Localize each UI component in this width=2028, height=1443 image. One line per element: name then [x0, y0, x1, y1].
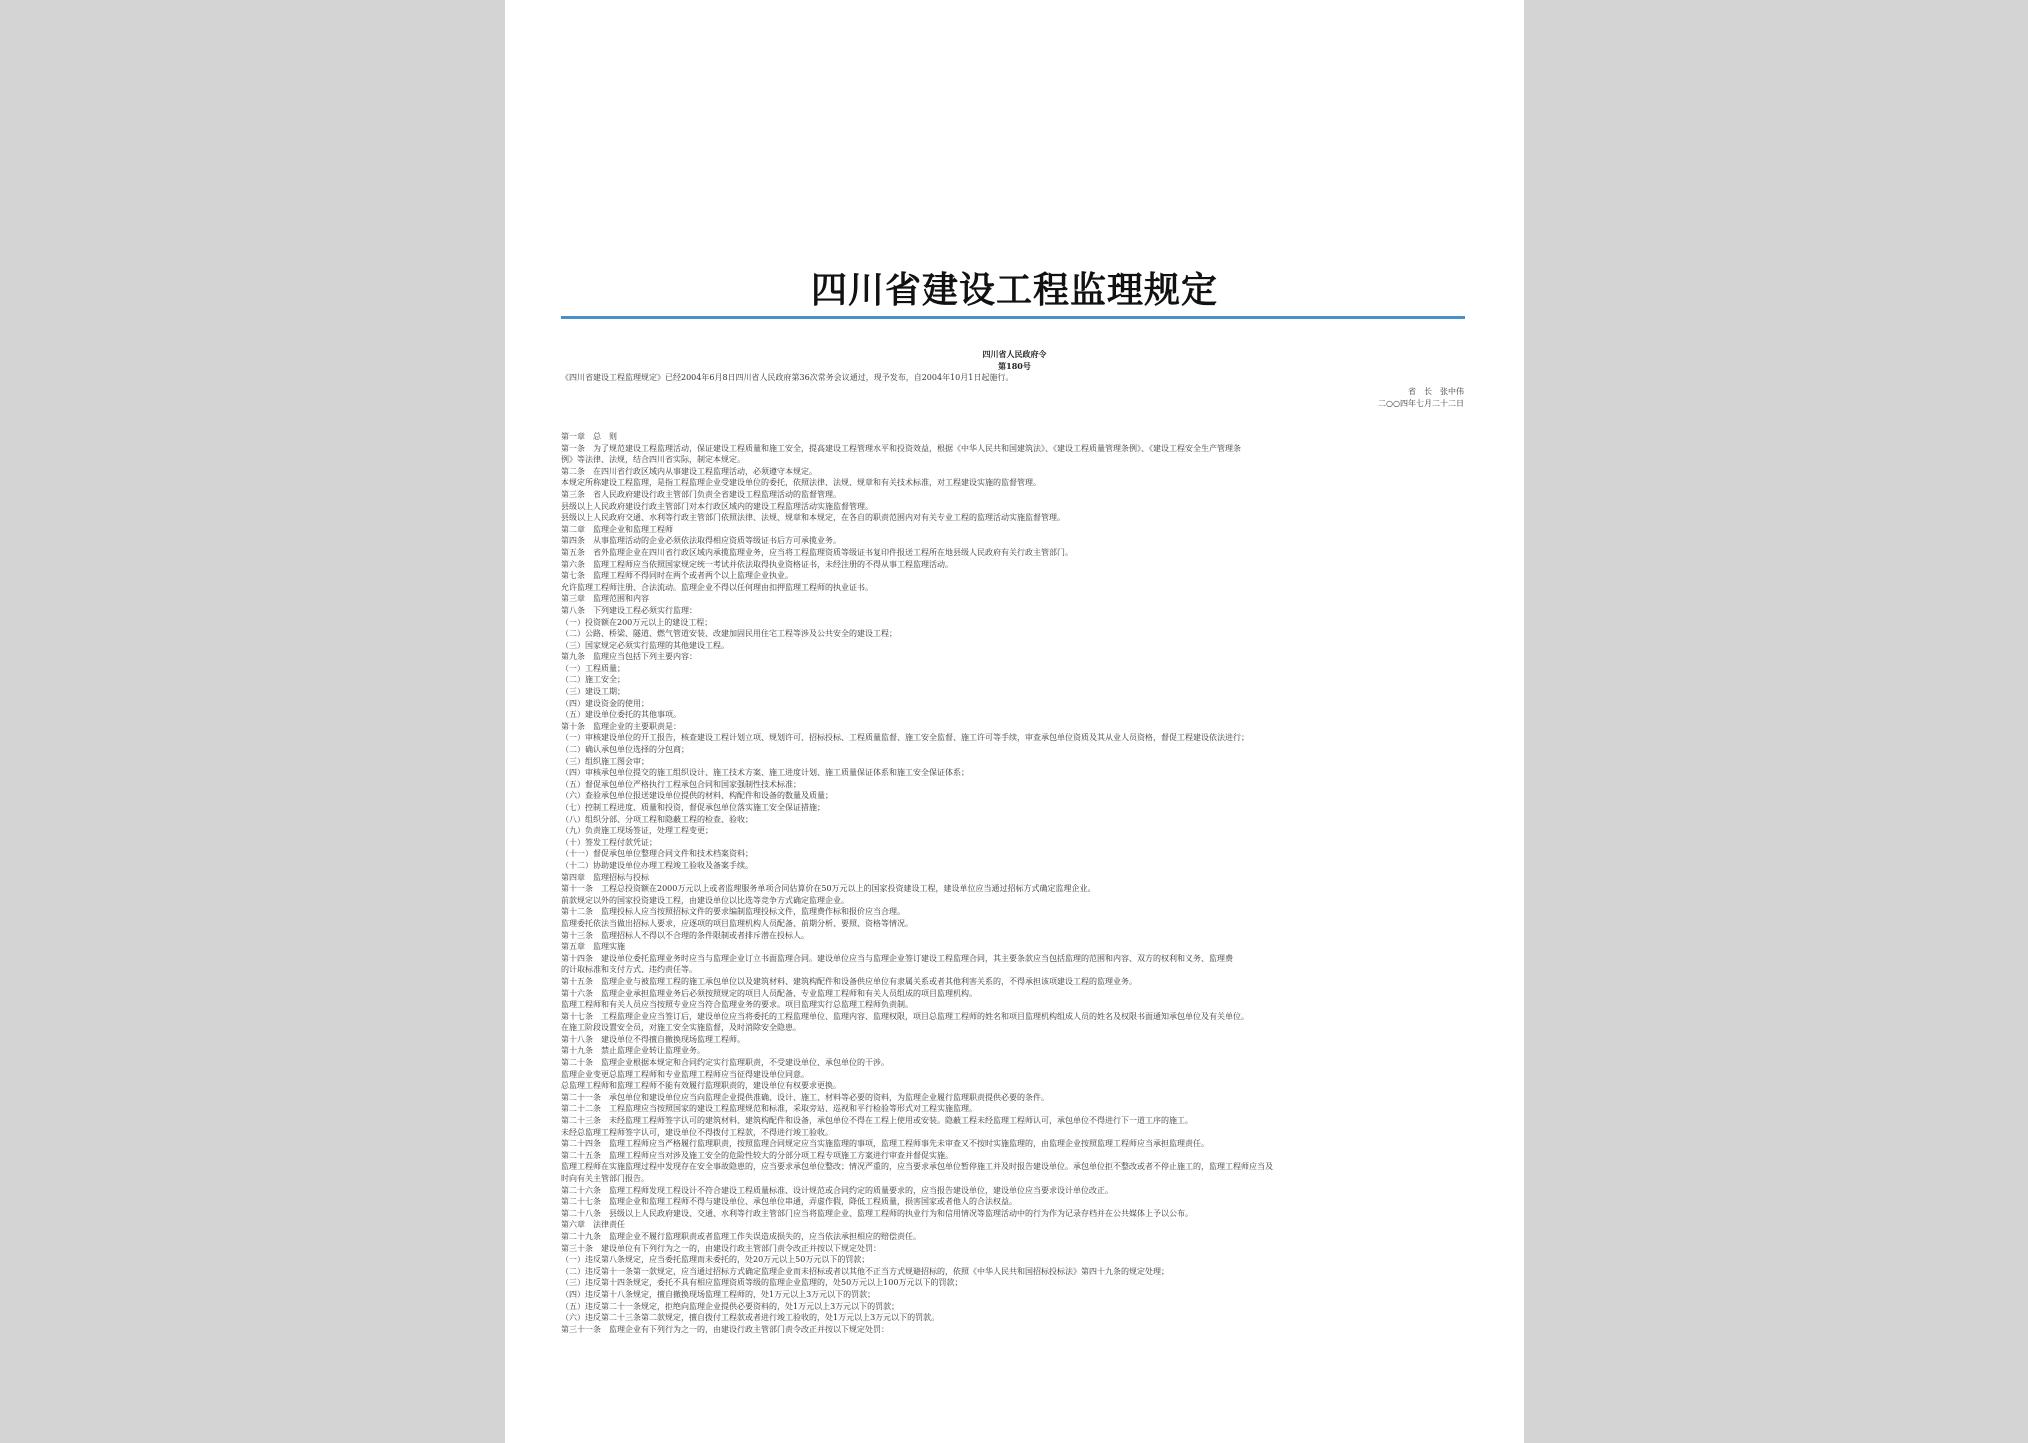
body-line: 第六章 法律责任	[561, 1220, 625, 1230]
body-line: 监理委托依法当做出招标人要求，应逐项的项目监理机构人员配备、前期分析、要照、资格等情况。	[561, 918, 913, 928]
body-line: （三）建设工期；	[561, 687, 625, 697]
body-line: 第十八条 建设单位不得擅自撤换现场监理工程师。	[561, 1034, 745, 1044]
body-line: 第二章 监理企业和监理工程师	[561, 524, 673, 534]
body-line: 第一章 总 则	[561, 432, 617, 441]
body-line: （五）建设单位委托的其他事项。	[561, 710, 681, 720]
body-line: 第二十五条 监理工程师应当对涉及施工安全的危险性较大的分部分项工程专项施工方案进行审查并督促实施。	[561, 1150, 953, 1160]
body-line: 监理企业变更总监理工程师和专业监理工程师应当征得建设单位同意。	[561, 1069, 809, 1079]
body-line: 在施工阶段设置安全员，对施工安全实施监督，及时消除安全隐患。	[561, 1023, 801, 1033]
body-line: （一）工程质量；	[561, 663, 625, 673]
body-line: 第二十四条 监理工程师应当严格履行监理职责，按照监理合同规定应当实施监理的事项，监理工程师事先未审查又不按时实施监理的，由监理企业按照监理工程师应当承担监理责任。	[561, 1139, 1209, 1149]
body-line: 第十条 监理企业的主要职责是：	[561, 721, 681, 731]
body-line: 允许监理工程师注册、合法流动。监理企业不得以任何理由扣押监理工程师的执业证书。	[561, 582, 873, 592]
body-line: （三）违反第十四条规定，委托不具有相应监理资质等级的监理企业监理的，处50万元以上100万元以下的罚款；	[561, 1278, 963, 1288]
body-line: 未经总监理工程师签字认可，建设单位不得拨付工程款，不得进行竣工验收。	[561, 1127, 833, 1137]
body-line: （四）违反第十八条规定，擅自撤换现场监理工程师的，处1万元以上3万元以下的罚款；	[561, 1289, 876, 1299]
body-line: （十）签发工程付款凭证；	[561, 837, 657, 847]
body-line: （五）违反第二十一条规定，拒绝向监理企业提供必要资料的，处1万元以上3万元以下的罚款；	[561, 1301, 900, 1311]
body-line: 第二十二条 工程监理应当按照国家的建设工程监理规范和标准，采取旁站、巡视和平行检验等形式对工程实施监理。	[561, 1104, 977, 1114]
body-line: 第六条 监理工程师应当依照国家规定统一考试并依法取得执业资格证书，未经注册的不得从事工程监理活动。	[561, 559, 953, 569]
body-line: 的计取标准和支付方式、违约责任等。	[561, 965, 697, 975]
body-line: 第十六条 监理企业承担监理业务后必须按照规定的项目人员配备、专业监理工程师和有关人员组成的项目监理机构。	[561, 988, 977, 998]
body-line: 第二十六条 监理工程师发现工程设计不符合建设工程质量标准、设计规范或合同约定的质量要求的，应当报告建设单位，建设单位应当要求设计单位改正。	[561, 1185, 1113, 1195]
body-line: 第二十八条 县级以上人民政府建设、交通、水利等行政主管部门应当将监理企业、监理工程师的执业行为和信用情况等监理活动中的行为作为记录存档并在公共媒体上予以公布。	[561, 1208, 1193, 1218]
signatory: 省 长 张中伟	[1408, 387, 1464, 396]
body-line: 第十四条 建设单位委托监理业务时应当与监理企业订立书面监理合同。建设单位应当与监理企业签订建设工程监理合同，其主要条款应当包括监理的范围和内容、双方的权利和义务、监理费	[561, 953, 1233, 963]
body-line: 第十七条 工程监理企业应当签订后，建设单位应当将委托的工程监理单位、监理内容、监理权限，项目总监理工程师的姓名和项目监理机构组成人员的姓名及权限书面通知承包单位及有关单位。	[561, 1011, 1249, 1021]
body-line: （一）投资额在200万元以上的建设工程；	[561, 617, 713, 627]
body-line: （四）审核承包单位提交的施工组织设计、施工技术方案、施工进度计划、施工质量保证体系和施工安全保证体系；	[561, 768, 969, 778]
body-line: 第三条 省人民政府建设行政主管部门负责全省建设工程监理活动的监督管理。	[561, 489, 841, 499]
order-number: 第180号	[998, 361, 1031, 371]
body-line: 监理工程师和有关人员应当按照专业应当符合监理业务的要求。项目监理实行总监理工程师负责制。	[561, 1000, 913, 1010]
body-line: （一）违反第八条规定，应当委托监理而未委托的，处20万元以上50万元以下的罚款；	[561, 1255, 870, 1265]
body-line: 时向有关主管部门报告。	[561, 1174, 649, 1183]
body-line: 第二十三条 未经监理工程师签字认可的建筑材料、建筑构配件和设备，承包单位不得在工程上使用或安装。隐蔽工程未经监理工程师认可，承包单位不得进行下一道工序的施工。	[561, 1116, 1193, 1126]
body-line: 第五章 监理实施	[561, 942, 625, 952]
title-divider	[561, 316, 1465, 319]
body-line: 第二十七条 监理企业和监理工程师不得与建设单位、承包单位串通，弄虚作假，降低工程质量，损害国家或者他人的合法权益。	[561, 1197, 1017, 1207]
body-line: 第四章 监理招标与投标	[561, 872, 649, 882]
body-line: 前款规定以外的国家投资建设工程，由建设单位以比选等竞争方式确定监理企业。	[561, 895, 849, 905]
body-line: 总监理工程师和监理工程师不能有效履行监理职责的，建设单位有权要求更换。	[561, 1081, 841, 1091]
body-line: （二）确认承包单位选择的分包商；	[561, 745, 689, 755]
document-page	[505, 0, 1524, 1443]
body-line: （二）施工安全；	[561, 675, 625, 685]
body-line: 第七条 监理工程师不得同时在两个或者两个以上监理企业执业。	[561, 571, 793, 581]
body-line: （三）组织施工图会审；	[561, 756, 649, 766]
signature-date: 二○○四年七月二十二日	[1378, 399, 1464, 408]
intro-paragraph: 《四川省建设工程监理规定》已经2004年6月8日四川省人民政府第36次常务会议通过，现予发布，自2004年10月1日起施行。	[561, 373, 1014, 382]
body-line: 第十五条 监理企业与被监理工程的施工承包单位以及建筑材料、建筑构配件和设备供应单位有隶属关系或者其他利害关系的，不得承担该项建设工程的监理业务。	[561, 976, 1137, 986]
body-line: 第十三条 监理招标人不得以不合理的条件限制或者排斥潜在投标人。	[561, 930, 809, 940]
body-line: （六）查验承包单位报送建设单位提供的材料、构配件和设备的数量及质量；	[561, 791, 833, 801]
body-line: 县级以上人民政府建设行政主管部门对本行政区域内的建设工程监理活动实施监督管理。	[561, 501, 873, 511]
document-title: 四川省建设工程监理规定	[810, 269, 1218, 311]
body-line: 第二十九条 监理企业不履行监理职责或者监理工作失误造成损失的，应当依法承担相应的赔偿责任。	[561, 1231, 921, 1241]
body-line: （五）督促承包单位严格执行工程承包合同和国家强制性技术标准；	[561, 779, 801, 789]
body-line: 第十二条 监理投标人应当按照招标文件的要求编制监理投标文件，监理费作标和报价应当合理。	[561, 907, 905, 917]
body-line: 第四条 从事监理活动的企业必须依法取得相应资质等级证书后方可承揽业务。	[561, 536, 841, 546]
body-line: 第二十一条 承包单位和建设单位应当向监理企业提供准确、设计、施工、材料等必要的资料，为监理企业履行监理职责提供必要的条件。	[561, 1092, 1049, 1102]
body-line: （二）违反第十一条第一款规定，应当通过招标方式确定监理企业而未招标或者以其他不正当方式规避招标的，依照《中华人民共和国招标投标法》第四十九条的规定处理；	[561, 1266, 1169, 1276]
body-line: （十一）督促承包单位整理合同文件和技术档案资料；	[561, 849, 753, 859]
body-line: 第一条 为了规范建设工程监理活动，保证建设工程质量和施工安全，提高建设工程管理水平和投资效益，根据《中华人民共和国建筑法》、《建设工程质量管理条例》、《建设工程安全生产管理条	[561, 443, 1241, 453]
body-line: （八）组织分部、分项工程和隐蔽工程的检查、验收；	[561, 814, 753, 824]
body-line: 第三十条 建设单位有下列行为之一的，由建设行政主管部门责令改正并按以下规定处罚：	[561, 1243, 881, 1253]
body-line: 第三十一条 监理企业有下列行为之一的，由建设行政主管部门责令改正并按以下规定处罚：	[561, 1324, 889, 1334]
body-line: 第二条 在四川省行政区域内从事建设工程监理活动，必须遵守本规定。	[561, 466, 817, 476]
body-line: 例》等法律、法规，结合四川省实际，制定本规定。	[561, 455, 745, 465]
body-line: 第五条 省外监理企业在四川省行政区域内承揽监理业务，应当将工程监理资质等级证书复印件报送工程所在地县级人民政府有关行政主管部门。	[561, 547, 1073, 557]
body-line: （四）建设资金的使用；	[561, 698, 649, 708]
body-line: 本规定所称建设工程监理，是指工程监理企业受建设单位的委托，依照法律、法规、规章和有关技术标准，对工程建设实施的监督管理。	[561, 478, 1041, 488]
body-line: （九）负责施工现场签证，处理工程变更；	[561, 826, 713, 836]
body-line: 监理工程师在实施监理过程中发现存在安全事故隐患的，应当要求承包单位整改；情况严重的，应当要求承包单位暂停施工并及时报告建设单位。承包单位拒不整改或者不停止施工的，监理工程师应当及	[561, 1162, 1273, 1172]
body-line: （三）国家规定必须实行监理的其他建设工程。	[561, 640, 729, 650]
body-line: 第三章 监理范围和内容	[561, 594, 649, 604]
body-line: 第二十条 监理企业根据本规定和合同约定实行监理职责，不受建设单位、承包单位的干涉。	[561, 1058, 889, 1068]
body-line: 第十九条 禁止监理企业转让监理业务。	[561, 1046, 705, 1056]
body-line: （一）审核建设单位的开工报告，核查建设工程计划立项、规划许可、招标投标、工程质量监督、施工安全监督、施工许可等手续，审查承包单位资质及其从业人员资格，督促工程建设依法进行；	[561, 733, 1249, 743]
body-line: （六）违反第二十三条第二款规定，擅自拨付工程款或者进行竣工验收的，处1万元以上3万元以下的罚款。	[561, 1313, 940, 1323]
body-line: 县级以上人民政府交通、水利等行政主管部门依照法律、法规、规章和本规定，在各自的职责范围内对有关专业工程的监理活动实施监督管理。	[561, 513, 1065, 523]
issuer: 四川省人民政府令	[982, 349, 1047, 359]
body-line: 第九条 监理应当包括下列主要内容：	[561, 652, 697, 662]
body-line: 第八条 下列建设工程必须实行监理：	[561, 605, 697, 615]
body-line: （十二）协助建设单位办理工程竣工验收及备案手续。	[561, 860, 753, 870]
body-line: （七）控制工程进度、质量和投资，督促承包单位落实施工安全保证措施；	[561, 803, 825, 812]
document-body	[561, 431, 1464, 1335]
body-line: （二）公路、桥梁、隧道、燃气管道安装、改建加固民用住宅工程等涉及公共安全的建设工程；	[561, 629, 897, 639]
body-line: 第十一条 工程总投资额在2000万元以上或者监理服务单项合同估算价在50万元以上的国家投资建设工程，建设单位应当通过招标方式确定监理企业。	[561, 884, 1096, 894]
